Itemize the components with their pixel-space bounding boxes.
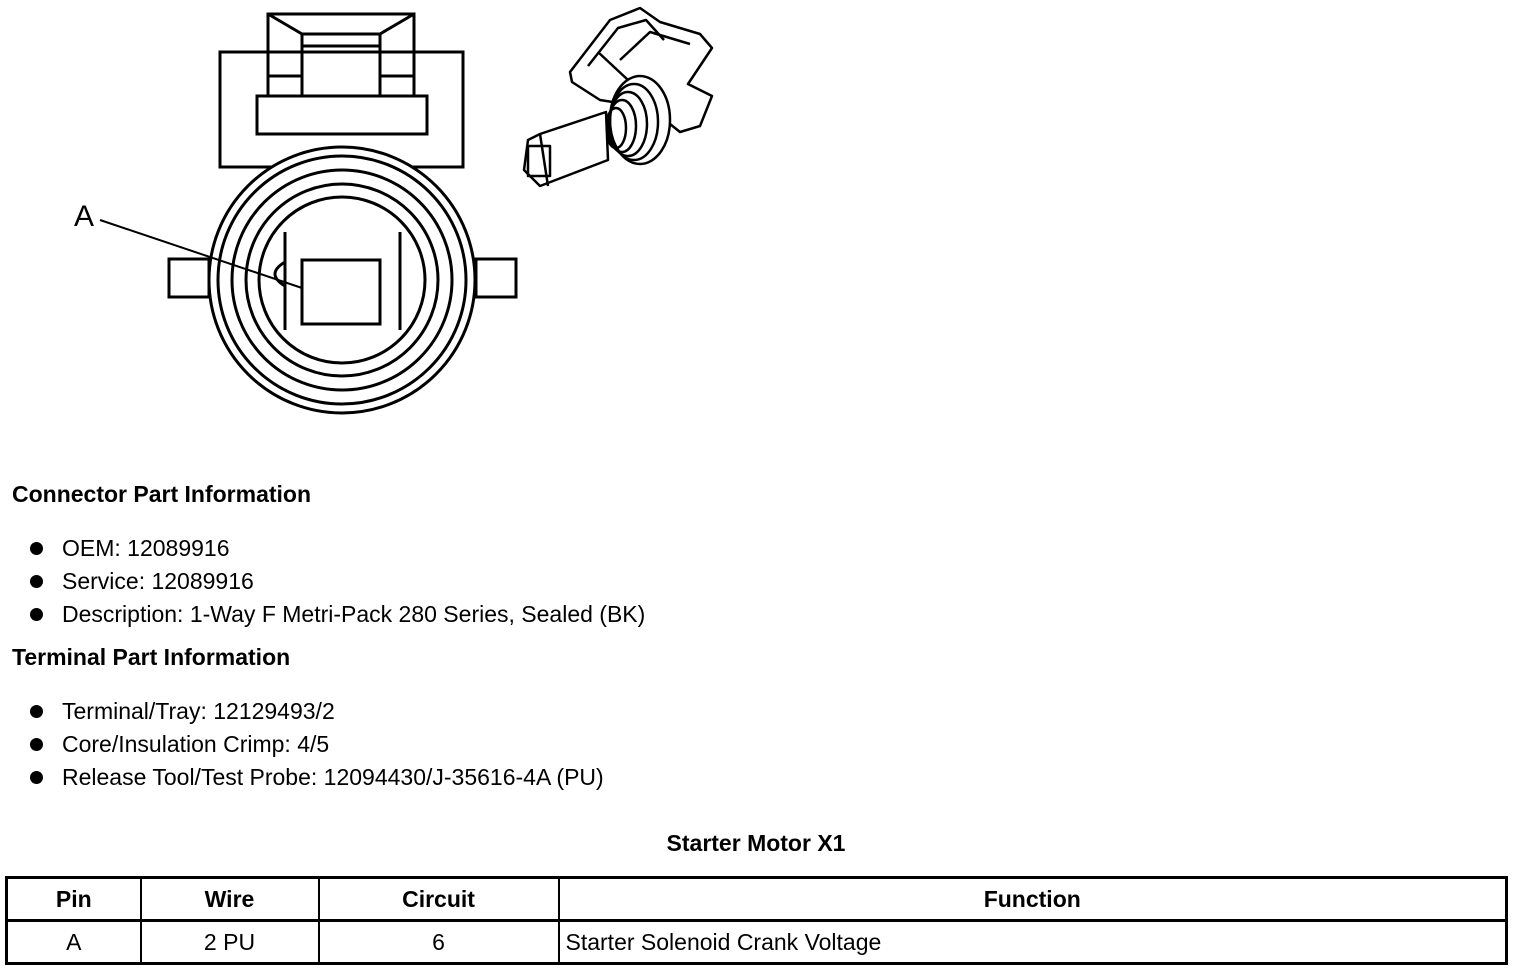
bullet-icon <box>30 705 43 718</box>
table-title: Starter Motor X1 <box>666 830 846 856</box>
bullet-icon <box>30 542 43 555</box>
list-item: Service: 12089916 <box>28 565 645 598</box>
terminal-cavity-a <box>302 260 380 324</box>
connector-diagram <box>0 0 760 420</box>
list-item: Description: 1-Way F Metri-Pack 280 Series, Sealed (BK) <box>28 598 645 631</box>
column-header-function: Function <box>559 878 1507 921</box>
terminal-part-info-list <box>28 695 604 794</box>
right-ear <box>476 259 516 297</box>
lock-latch-detail-right <box>380 14 414 34</box>
connector-part-info-list <box>28 532 645 631</box>
locking-tab <box>257 96 427 134</box>
list-item: Terminal/Tray: 12129493/2 <box>28 695 604 728</box>
connector-isometric-view <box>524 8 712 186</box>
bullet-icon <box>30 771 43 784</box>
column-header-wire: Wire <box>141 878 319 921</box>
list-item: Core/Insulation Crimp: 4/5 <box>28 728 604 761</box>
table-header-row <box>7 878 1507 921</box>
pin-table <box>5 876 1508 965</box>
lock-latch-detail-left <box>268 14 302 34</box>
list-item: Release Tool/Test Probe: 12094430/J-35616-4A (PU) <box>28 761 604 794</box>
table-row <box>7 921 1507 964</box>
column-header-circuit: Circuit <box>319 878 559 921</box>
callout-label: A <box>74 200 95 233</box>
connector-part-info-heading: Connector Part Information <box>12 481 312 507</box>
cell-pin: A <box>7 921 141 964</box>
bullet-icon <box>30 575 43 588</box>
cell-circuit: 6 <box>319 921 559 964</box>
bullet-icon <box>30 738 43 751</box>
lock-latch-inner <box>302 34 380 96</box>
column-header-pin: Pin <box>7 878 141 921</box>
bullet-icon <box>30 608 43 621</box>
cell-wire: 2 PU <box>141 921 319 964</box>
left-ear <box>169 259 209 297</box>
cell-function: Starter Solenoid Crank Voltage <box>559 921 1507 964</box>
terminal-part-info-heading: Terminal Part Information <box>12 644 291 670</box>
list-item: OEM: 12089916 <box>28 532 645 565</box>
